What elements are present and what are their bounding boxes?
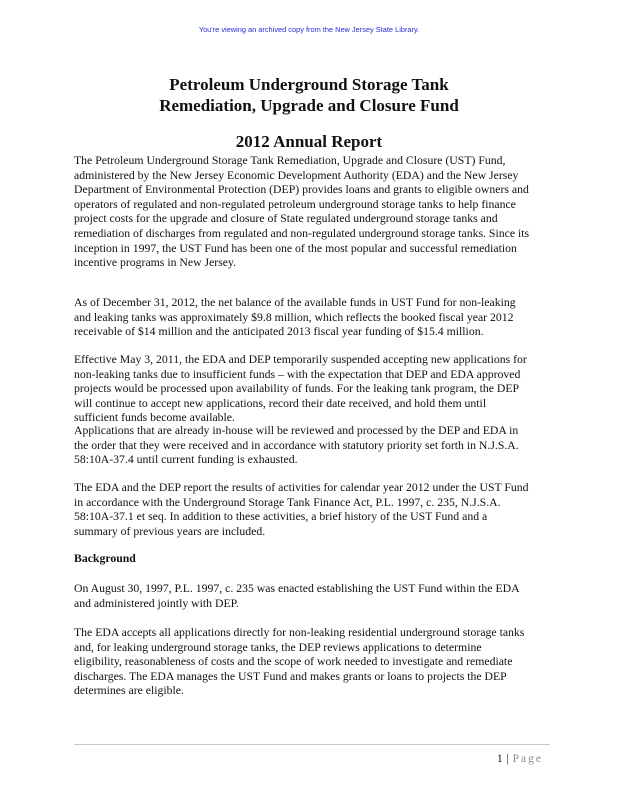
body-paragraph — [74, 582, 551, 611]
body-paragraph — [74, 353, 551, 426]
text-line: and administered jointly with DEP. — [74, 596, 239, 610]
text-line: will continue to accept new applications, record their date received, and hold them until — [74, 396, 487, 410]
text-line: inception in 1997, the UST Fund has been one of the most popular and successful remediation — [74, 241, 517, 255]
text-line: project costs for the upgrade and closure of State regulated underground storage tanks and — [74, 212, 498, 226]
text-line: eligibility, reasonableness of costs and the scope of work needed to investigate and remediate — [74, 655, 513, 669]
text-line: On August 30, 1997, P.L. 1997, c. 235 was enacted establishing the UST Fund within the EDA — [74, 582, 520, 595]
text-line: operators of regulated and non-regulated petroleum underground storage tanks to help finance — [74, 197, 516, 211]
page-label: Page — [512, 753, 543, 765]
text-line: Effective May 3, 2011, the EDA and DEP temporarily suspended accepting new applications for — [74, 353, 527, 366]
body-paragraph — [74, 626, 551, 699]
title-line: Petroleum Underground Storage Tank — [169, 75, 449, 94]
text-line: administered by the New Jersey Economic Development Authority (EDA) and the New Jersey — [74, 168, 519, 182]
text-line: and leaking tanks was approximately $9.8 million, which reflects the booked fiscal year 2012 — [74, 310, 514, 324]
page-number: 1 — [496, 753, 503, 765]
text-line: discharges. The EDA manages the UST Fund and makes grants or loans to projects the DEP — [74, 669, 507, 683]
title-line: Remediation, Upgrade and Closure Fund — [159, 96, 459, 115]
text-line: As of December 31, 2012, the net balance of the available funds in UST Fund for non-leaking — [74, 296, 516, 309]
text-line: The EDA and the DEP report the results of activities for calendar year 2012 under the UST Fund — [74, 481, 529, 494]
body-paragraph — [74, 424, 551, 468]
body-paragraph — [74, 296, 551, 340]
text-line: determines are eligible. — [74, 684, 184, 698]
text-line: incentive programs in New Jersey. — [74, 256, 237, 270]
text-line: remediation of discharges from regulated and non-regulated underground storage tanks. Since its — [74, 226, 530, 240]
text-line: 58:10A-37.1 et seq. In addition to these activities, a brief history of the UST Fund and a — [74, 510, 488, 524]
text-line: summary of previous years are included. — [74, 524, 266, 538]
text-line: in accordance with the Underground Storage Tank Finance Act, P.L. 1997, c. 235, N.J.S.A. — [74, 495, 501, 509]
text-line: receivable of $14 million and the anticipated 2013 fiscal year funding of $15.4 million. — [74, 325, 484, 339]
document-title — [0, 74, 618, 116]
text-line: the order that they were received and in accordance with statutory priority set forth in N.J.S.A. — [74, 438, 519, 452]
text-line: Applications that are already in-house will be reviewed and processed by the DEP and EDA in — [74, 424, 519, 437]
archive-notice: You're viewing an archived copy from the New Jersey State Library. — [198, 25, 420, 34]
body-paragraph — [74, 154, 551, 271]
text-line: and, for leaking underground storage tanks, the DEP reviews applications to determine — [74, 640, 482, 654]
page-separator: | — [506, 753, 509, 765]
text-line: non-leaking tanks due to insufficient funds – with the expectation that DEP and EDA approved — [74, 367, 521, 381]
report-year-heading: 2012 Annual Report — [235, 132, 383, 151]
page-footer — [497, 752, 543, 766]
text-line: 58:10A-37.4 until current funding is exhausted. — [74, 453, 298, 467]
text-line: sufficient funds become available. — [74, 411, 235, 425]
text-line: The EDA accepts all applications directly for non-leaking residential underground storage tanks — [74, 626, 525, 639]
footer-divider — [74, 744, 550, 745]
text-line: projects would be processed upon availability of funds. For the leaking tank program, the DEP — [74, 382, 520, 396]
text-line: The Petroleum Underground Storage Tank Remediation, Upgrade and Closure (UST) Fund, — [74, 154, 506, 167]
section-heading — [74, 552, 551, 567]
text-line: Background — [74, 552, 136, 565]
body-paragraph — [74, 481, 551, 539]
text-line: Department of Environmental Protection (DEP) provides loans and grants to eligible owners and — [74, 183, 529, 197]
